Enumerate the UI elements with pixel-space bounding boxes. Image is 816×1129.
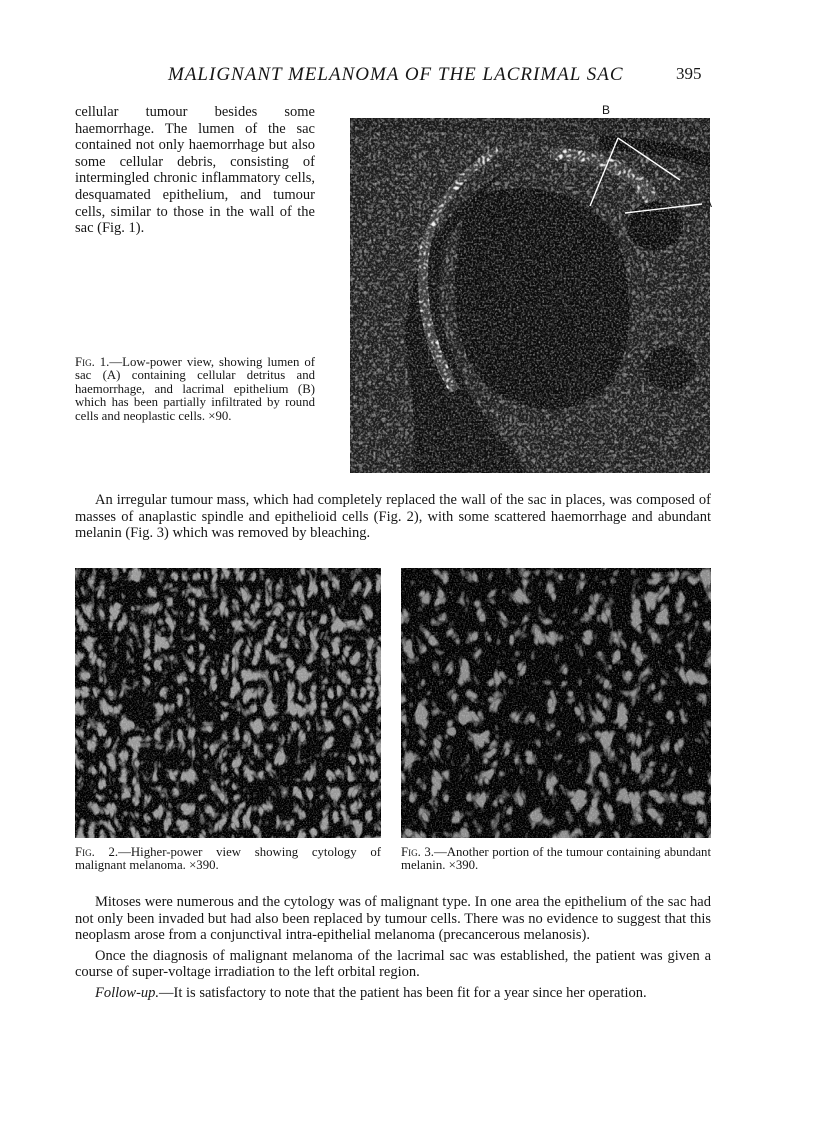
mitoses-paragraph: Mitoses were numerous and the cytology was of malignant type. In one area the epithelium of the sac had not only been invaded but had also been replaced by tumour cells. There was no evidence to suggest that this neoplasm arose from a conjunctival intra-epithelial melanoma (precancerous melanosis). [75, 894, 711, 944]
figure-1-caption-lead: Fig. 1. [75, 355, 110, 369]
figure-1-caption [75, 356, 315, 423]
figure-1-caption-body: —Low-power view, showing lumen of sac (A) containing cellular detritus and haemorrhage, and lacrimal epithelium (B) which has been partially infiltrated by round cells and neoplastic cells. ×90. [75, 355, 315, 423]
running-title: MALIGNANT MELANOMA OF THE LACRIMAL SAC [168, 64, 624, 85]
figure-3-caption-lead: Fig. 3. [401, 845, 434, 859]
closing-section [75, 894, 711, 1002]
figure-3-caption-body: —Another portion of the tumour containing abundant melanin. ×390. [401, 845, 711, 873]
figure-1-micrograph [350, 118, 713, 473]
followup-paragraph [75, 985, 711, 1002]
intro-paragraph: cellular tumour besides some haemorrhage. The lumen of the sac contained not only haemorrhage but also some cellular debris, consisting of intermingled chronic inflammatory cells, desquamated epithelium, and tumour cells, similar to those in the wall of the sac (Fig. 1). [75, 104, 315, 237]
figure-2-caption-body: —Higher-power view showing cytology of malignant melanoma. ×390. [75, 845, 381, 873]
figure-2-image [75, 568, 381, 838]
figure-3-micrograph [401, 568, 711, 838]
figure-2-caption-lead: Fig. 2. [75, 845, 119, 859]
figure-2-caption [75, 846, 381, 873]
followup-body: —It is satisfactory to note that the patient has been fit for a year since her operation. [159, 984, 647, 1001]
figure-3-image [401, 568, 711, 838]
tumour-paragraph-text: An irregular tumour mass, which had completely replaced the wall of the sac in places, was composed of masses of anaplastic spindle and epithelioid cells (Fig. 2), with some scattered haemorrhage and abundant melanin (Fig. 3) which was removed by bleaching. [75, 492, 711, 542]
figure-1-image [350, 118, 713, 473]
tumour-paragraph [75, 492, 711, 542]
figure-2-micrograph [75, 568, 381, 838]
figure-1-label-b: B [602, 103, 611, 117]
figure-3-caption [401, 846, 711, 873]
page-number: 395 [676, 64, 702, 83]
figure-1-label-a: A [704, 196, 713, 210]
followup-lead: Follow-up. [95, 984, 160, 1001]
irradiation-paragraph: Once the diagnosis of malignant melanoma of the lacrimal sac was established, the patient was given a course of super-voltage irradiation to the left orbital region. [75, 947, 711, 981]
